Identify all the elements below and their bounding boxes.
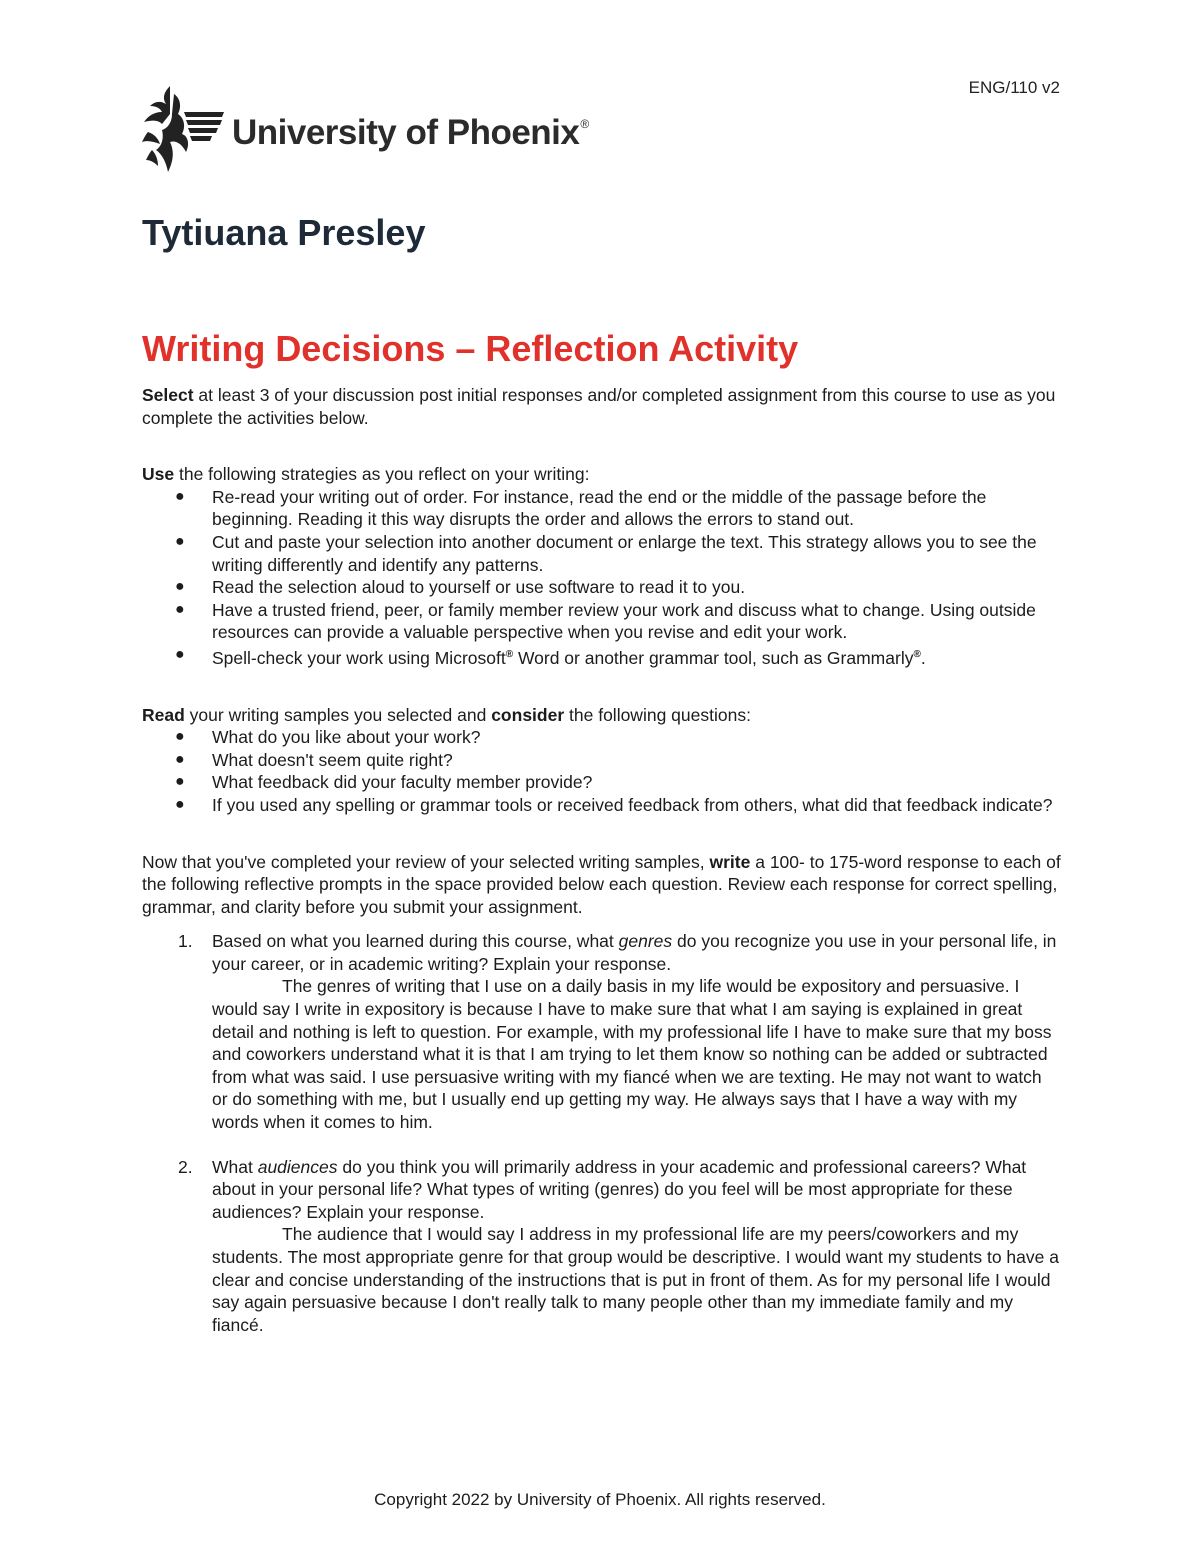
- prompts-list: [142, 930, 1062, 1336]
- question-text: do you recognize you use in your personal life, in your career, or in academic writing? Explain your response.: [212, 931, 1057, 974]
- university-name: [232, 113, 589, 153]
- prompt-question: [212, 1156, 1062, 1224]
- bullet-icon: ●: [175, 600, 185, 618]
- list-item-text: Word or another grammar tool, such as Grammarly: [513, 647, 914, 668]
- list-item-text: Re-read your writing out of order. For instance, read the end or the middle of the passage before the beginning. Reading it this way disrupts the order and allows the errors to stand out.: [212, 486, 987, 530]
- student-name: Tytiuana Presley: [142, 212, 426, 253]
- prompt-answer: [212, 975, 1062, 1133]
- page-title: Writing Decisions – Reflection Activity: [142, 328, 799, 369]
- list-item-text: What feedback did your faculty member provide?: [212, 772, 593, 793]
- select-keyword: Select: [142, 385, 194, 405]
- logo-text: University of Phoenix: [232, 113, 580, 152]
- list-item-text: What do you like about your work?: [212, 727, 481, 748]
- list-item: [142, 794, 1062, 817]
- bullet-icon: ●: [175, 728, 185, 746]
- prompt-intro-text: a 100- to 175-word response to each of the following reflective prompts in the space provided below each question. Review each response for correct spelling, grammar, and clarity before you submit your assignment.: [142, 851, 1061, 917]
- course-code: ENG/110 v2: [968, 78, 1060, 97]
- list-item-text: Spell-check your work using Microsoft: [212, 647, 506, 668]
- bullet-icon: ●: [175, 532, 185, 550]
- list-item-text: What doesn't seem quite right?: [212, 749, 453, 770]
- answer-text: The audience that I would say I address in my professional life are my peers/coworkers and my students. The most appropriate genre for that group would be descriptive. I would want my students to have a clear and concise understanding of the instructions that is put in front of them. As for my personal life I would say again persuasive because I don't really talk to many people other than my immediate family and my fiancé.: [212, 1224, 1059, 1335]
- document-body: [142, 384, 1062, 1336]
- list-item: [142, 531, 1062, 576]
- prompt-intro-text: Now that you've completed your review of your selected writing samples,: [142, 851, 710, 872]
- intro-paragraph: [142, 384, 1062, 429]
- questions-lead: [142, 704, 1062, 727]
- answer-text: The genres of writing that I use on a daily basis in my life would be expository and persuasive. I would say I write in expository is because I have to make sure that what I am saying is explained in great detail and nothing is left to question. For example, with my professional life I have to make sure that my boss and coworkers understand what it is that I am trying to let them know so nothing can be added or subtracted from what was said. I use persuasive writing with my fiancé when we are texting. He may not want to watch or do something with me, but I usually end up getting my way. He always says that I have a way with my words when it comes to him.: [212, 976, 1052, 1133]
- use-keyword: Use: [142, 464, 175, 485]
- question-text: What: [212, 1156, 258, 1177]
- prompt-intro: [142, 851, 1062, 919]
- list-item: [142, 576, 1062, 599]
- list-item: [142, 726, 1062, 749]
- list-item-text: Cut and paste your selection into another document or enlarge the text. This strategy allows you to see the writing differently and identify any patterns.: [212, 531, 1037, 575]
- registered-mark: ®: [913, 648, 921, 660]
- bullet-icon: ●: [175, 773, 185, 791]
- intro-text: at least 3 of your discussion post initial responses and/or completed assignment from this course to use as you complete the activities below.: [142, 385, 1056, 428]
- question-emphasis: genres: [618, 931, 673, 952]
- bullet-icon: ●: [175, 645, 185, 663]
- prompt-answer: [212, 1223, 1062, 1336]
- bullet-icon: ●: [175, 795, 185, 813]
- questions-lead-text: the following questions:: [564, 704, 751, 725]
- list-item-text: If you used any spelling or grammar tools or received feedback from others, what did that feedback indicate?: [212, 794, 1053, 815]
- university-logo: [140, 84, 589, 176]
- phoenix-bird-icon: [140, 84, 224, 176]
- bullet-icon: ●: [175, 578, 185, 596]
- registered-mark: ®: [580, 117, 589, 131]
- list-item-text: .: [920, 647, 926, 668]
- strategies-list: [142, 486, 1062, 670]
- write-keyword: write: [709, 851, 751, 872]
- bullet-icon: ●: [175, 487, 185, 505]
- list-item: [142, 599, 1062, 644]
- question-text: Based on what you learned during this course, what: [212, 931, 619, 952]
- questions-lead-text: your writing samples you selected and: [184, 704, 492, 725]
- prompt-number: 1.: [178, 931, 193, 952]
- copyright-footer: Copyright 2022 by University of Phoenix. All rights reserved.: [374, 1490, 826, 1509]
- list-item: [142, 486, 1062, 531]
- question-text: do you think you will primarily address in your academic and professional careers? What about in your personal life? What types of writing (genres) do you feel will be most appropriate for these audiences? Explain your response.: [212, 1156, 1027, 1222]
- strategies-lead-text: the following strategies as you reflect on your writing:: [174, 464, 590, 485]
- list-item: [142, 771, 1062, 794]
- prompt-number: 2.: [178, 1156, 193, 1177]
- prompt-item: [142, 930, 1062, 1133]
- read-keyword: Read: [142, 704, 185, 725]
- questions-list: [142, 726, 1062, 816]
- prompt-question: [212, 930, 1062, 975]
- consider-keyword: consider: [491, 704, 565, 725]
- prompt-item: [142, 1156, 1062, 1337]
- list-item: [142, 749, 1062, 772]
- bullet-icon: ●: [175, 750, 185, 768]
- registered-mark: ®: [505, 648, 514, 660]
- list-item-text: Have a trusted friend, peer, or family member review your work and discuss what to change. Using outside resources can provide a valuable perspective when you revise and edit your work.: [212, 599, 1036, 643]
- list-item-text: Read the selection aloud to yourself or use software to read it to you.: [212, 577, 746, 598]
- question-emphasis: audiences: [257, 1156, 338, 1177]
- list-item: [142, 644, 1062, 670]
- strategies-lead: [142, 463, 1062, 486]
